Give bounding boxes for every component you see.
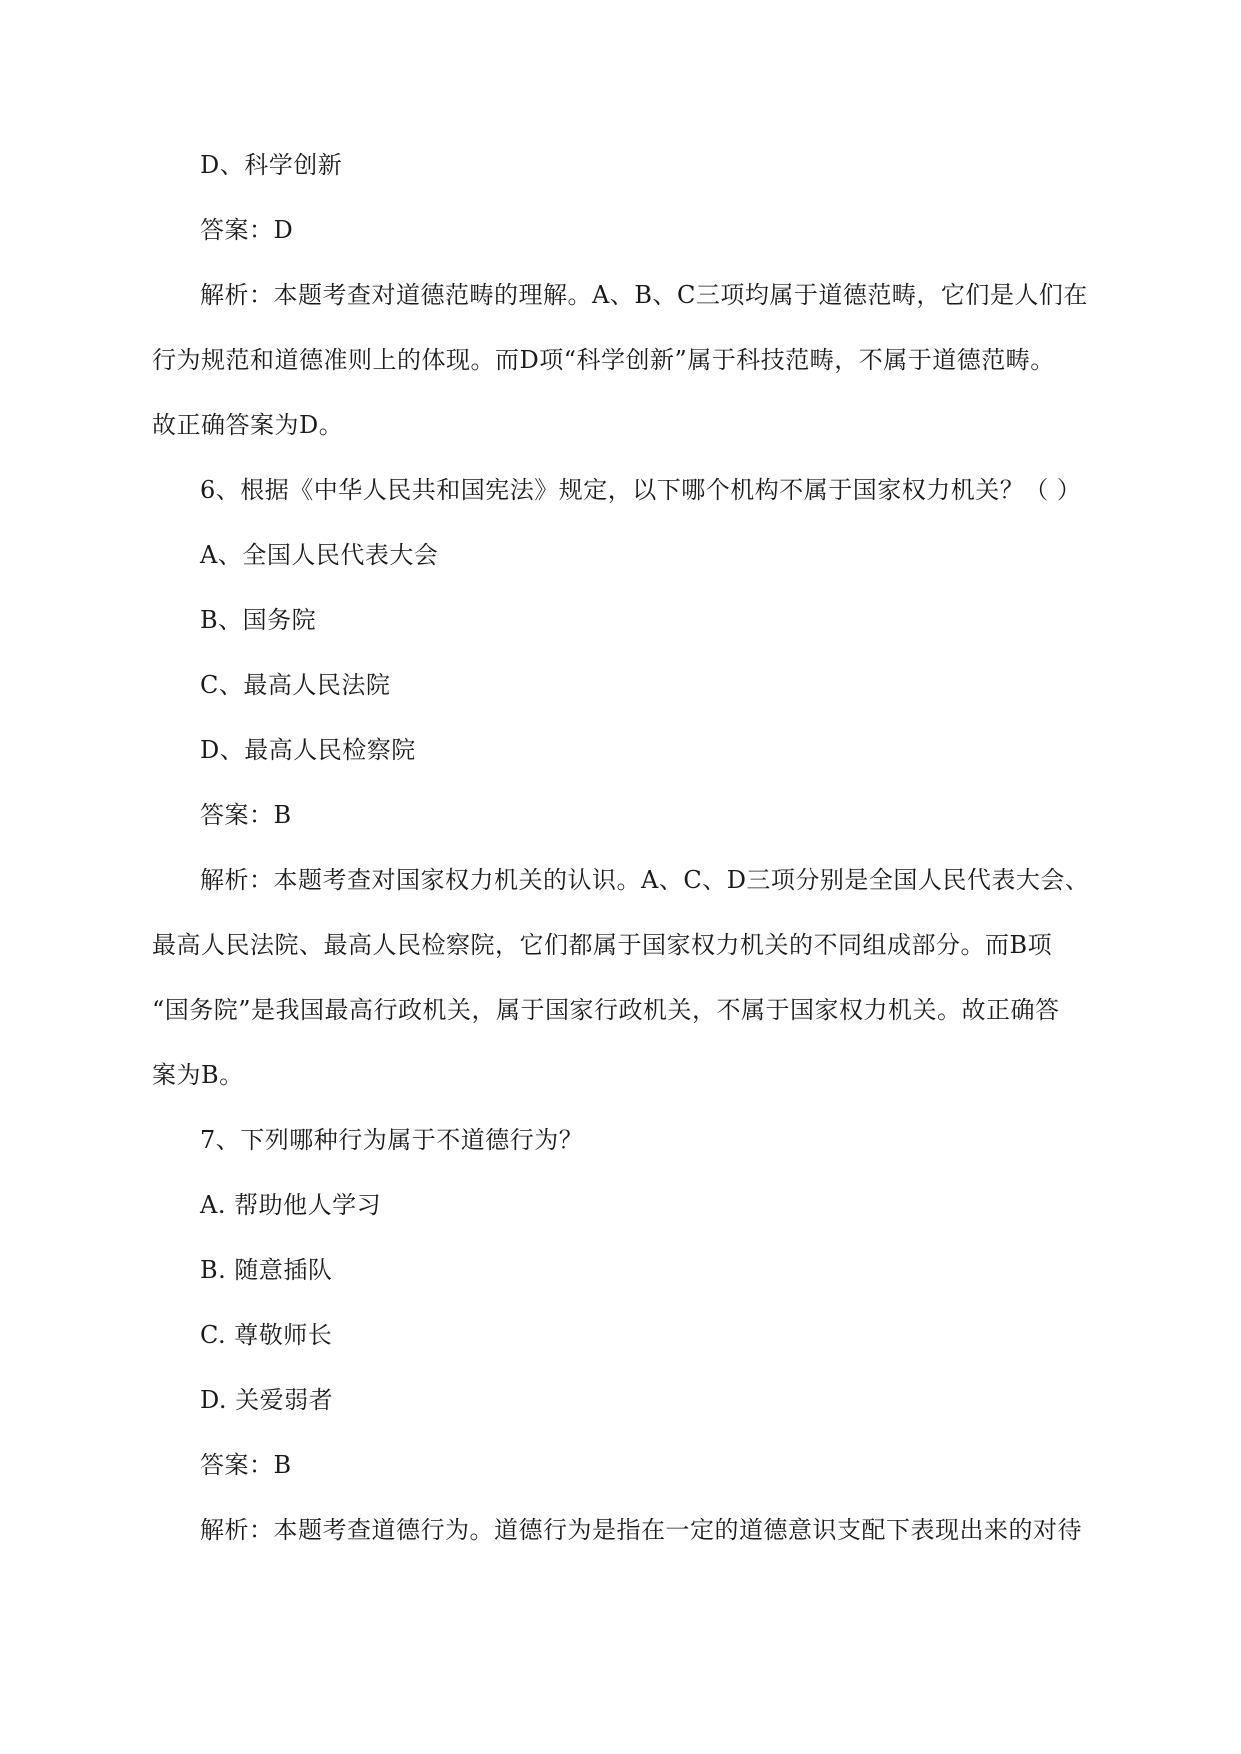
q6-question: 6、根据《中华人民共和国宪法》规定，以下哪个机构不属于国家权力机关？（ ） xyxy=(200,476,1082,504)
q7-question: 7、下列哪种行为属于不道德行为？ xyxy=(200,1126,584,1154)
q7-option-d: D. 关爱弱者 xyxy=(200,1386,334,1414)
q5-analysis-line-3: 故正确答案为D。 xyxy=(152,411,344,439)
q6-analysis-line-2: 最高人民法院、最高人民检察院，它们都属于国家权力机关的不同组成部分。而B项 xyxy=(152,931,1053,959)
q6-analysis-line-1: 解析：本题考查对国家权力机关的认识。A、C、D三项分别是全国人民代表大会、 xyxy=(200,866,1090,894)
q6-answer: 答案：B xyxy=(200,801,292,829)
q5-analysis-line-2: 行为规范和道德准则上的体现。而D项“科学创新”属于科技范畴，不属于道德范畴。 xyxy=(152,346,1055,374)
q6-option-a: A、全国人民代表大会 xyxy=(200,541,439,569)
q6-analysis-line-3: “国务院”是我国最高行政机关，属于国家行政机关，不属于国家权力机关。故正确答 xyxy=(152,996,1060,1024)
q7-option-a: A. 帮助他人学习 xyxy=(200,1191,382,1219)
q7-option-b: B. 随意插队 xyxy=(200,1256,333,1284)
q5-answer: 答案：D xyxy=(200,216,294,244)
q7-answer: 答案：B xyxy=(200,1451,292,1479)
q6-option-b: B、国务院 xyxy=(200,606,317,634)
q5-analysis-line-1: 解析：本题考查对道德范畴的理解。A、B、C三项均属于道德范畴，它们是人们在 xyxy=(200,281,1088,309)
q7-analysis-line-1: 解析：本题考查道德行为。道德行为是指在一定的道德意识支配下表现出来的对待 xyxy=(200,1516,1082,1544)
q5-option-d: D、科学创新 xyxy=(200,151,343,179)
q6-option-c: C、最高人民法院 xyxy=(200,671,391,699)
q6-analysis-line-4: 案为B。 xyxy=(152,1061,244,1089)
q6-option-d: D、最高人民检察院 xyxy=(200,736,416,764)
q7-option-c: C. 尊敬师长 xyxy=(200,1321,333,1349)
